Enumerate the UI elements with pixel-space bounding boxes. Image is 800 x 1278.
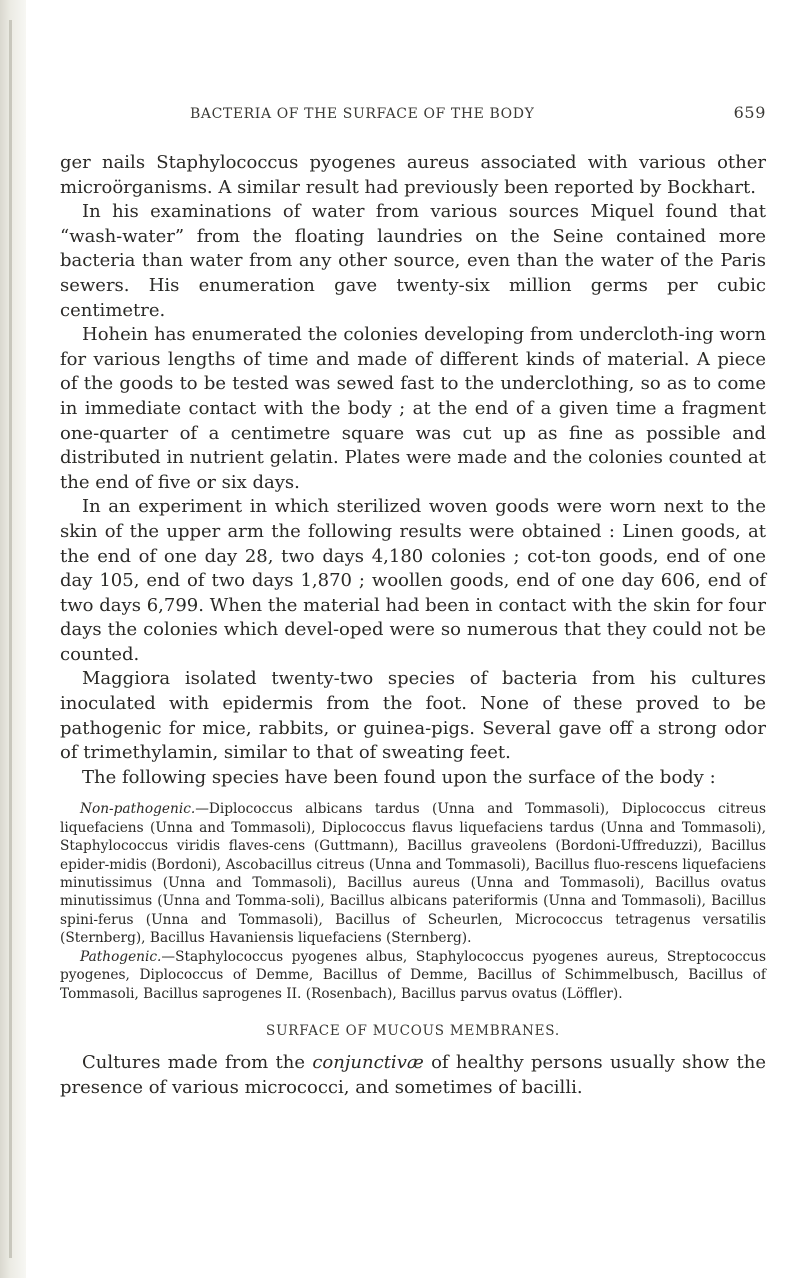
conjunctivae-term: conjunctivæ	[312, 1051, 424, 1073]
pathogenic-label: Pathogenic.	[80, 948, 162, 965]
conjunctivae-text-before: Cultures made from the	[82, 1051, 313, 1073]
paragraph-experiment: In an experiment in which sterilized woven goods were worn next to the skin of the upper arm the following results were obtained : Linen goods, at the end of one day 28, two days 4,180 colonies ; cot-ton goods, end of one day 105, end of two days 1,870 ; woollen goods, end of one day 606, end of two days 6,799. When the material had been in contact with the skin for four days the colonies which devel-oped were so numerous that they could not be counted.	[60, 496, 766, 665]
non-pathogenic-species: —Diplococcus albicans tardus (Unna and Tommasoli), Diplococcus citreus liquefaciens (Unna and Tommasoli), Diplococcus flavus liquefaciens tardus (Unna and Tommasoli), Staphylococcus viridis flaves-cens (Guttmann), Bacillus graveolens (Bordoni-Uffreduzzi), Bacillus epider-midis (Bordoni), Ascobacillus citreus (Unna and Tommasoli), Bacillus fluo-rescens liquefaciens minutissimus (Unna and Tommasoli), Bacillus aureus (Unna and Tommasoli), Bacillus ovatus minutissimus (Unna and Tomma-soli), Bacillus albicans pateriformis (Unna and Tommasoli), Bacillus spini-ferus (Unna and Tommasoli), Bacillus of Scheurlen, Micrococcus tetragenus versatilis (Sternberg), Bacillus Havaniensis liquefaciens (Sternberg).	[60, 801, 766, 947]
pathogenic-species: —Staphylococcus pyogenes albus, Staphylococcus pyogenes aureus, Streptococcus pyogenes, Diplococcus of Demme, Bacillus of Demme, Bacillus of Schimmelbusch, Bacillus of Tommasoli, Bacillus saprogenes II. (Rosenbach), Bacillus parvus ovatus (Löffler).	[60, 948, 766, 1002]
paragraph-species-intro: The following species have been found upon the surface of the body :	[82, 766, 716, 788]
species-list	[60, 800, 766, 1002]
paragraph-miquel: In his examinations of water from various sources Miquel found that “wash-water” from the floating laundries on the Seine contained more bacteria than water from any other source, even than the water of the Paris sewers. His enumeration gave twenty-six million germs per cubic centimetre.	[60, 201, 766, 321]
running-title: BACTERIA OF THE SURFACE OF THE BODY	[190, 106, 535, 122]
section-heading: SURFACE OF MUCOUS MEMBRANES.	[266, 1022, 560, 1039]
paragraph-continuation: ger nails Staphylococcus pyogenes aureus associated with various other microörganisms. A similar result had previously been reported by Bockhart.	[60, 152, 766, 198]
paragraph-maggiora: Maggiora isolated twenty-two species of bacteria from his cultures inoculated with epidermis from the foot. None of these proved to be pathogenic for mice, rabbits, or guinea-pigs. Several gave off a strong odor of trimethylamin, similar to that of sweating feet.	[60, 668, 766, 764]
paragraph-conjunctivae	[60, 1051, 766, 1100]
book-page	[60, 103, 766, 1100]
running-head	[60, 103, 766, 127]
section-body	[60, 1051, 766, 1100]
page-number: 659	[733, 103, 766, 122]
conjunctivae-text-after: of healthy persons usually show the presence of various micrococci, and sometimes of bacilli.	[60, 1051, 766, 1098]
pathogenic-list	[60, 948, 766, 1003]
paragraph-hohein: Hohein has enumerated the colonies developing from undercloth-ing worn for various lengths of time and made of different kinds of material. A piece of the goods to be tested was sewed fast to the underclothing, so as to come in immediate contact with the body ; at the end of a given time a fragment one-quarter of a centimetre square was cut up as fine as possible and distributed in nutrient gelatin. Plates were made and the colonies counted at the end of five or six days.	[60, 324, 766, 493]
binding-shadow-line	[9, 20, 12, 1258]
main-text	[60, 151, 766, 790]
page-binding-edge	[0, 0, 26, 1278]
non-pathogenic-list	[60, 800, 766, 947]
non-pathogenic-label: Non-pathogenic.	[80, 801, 196, 818]
